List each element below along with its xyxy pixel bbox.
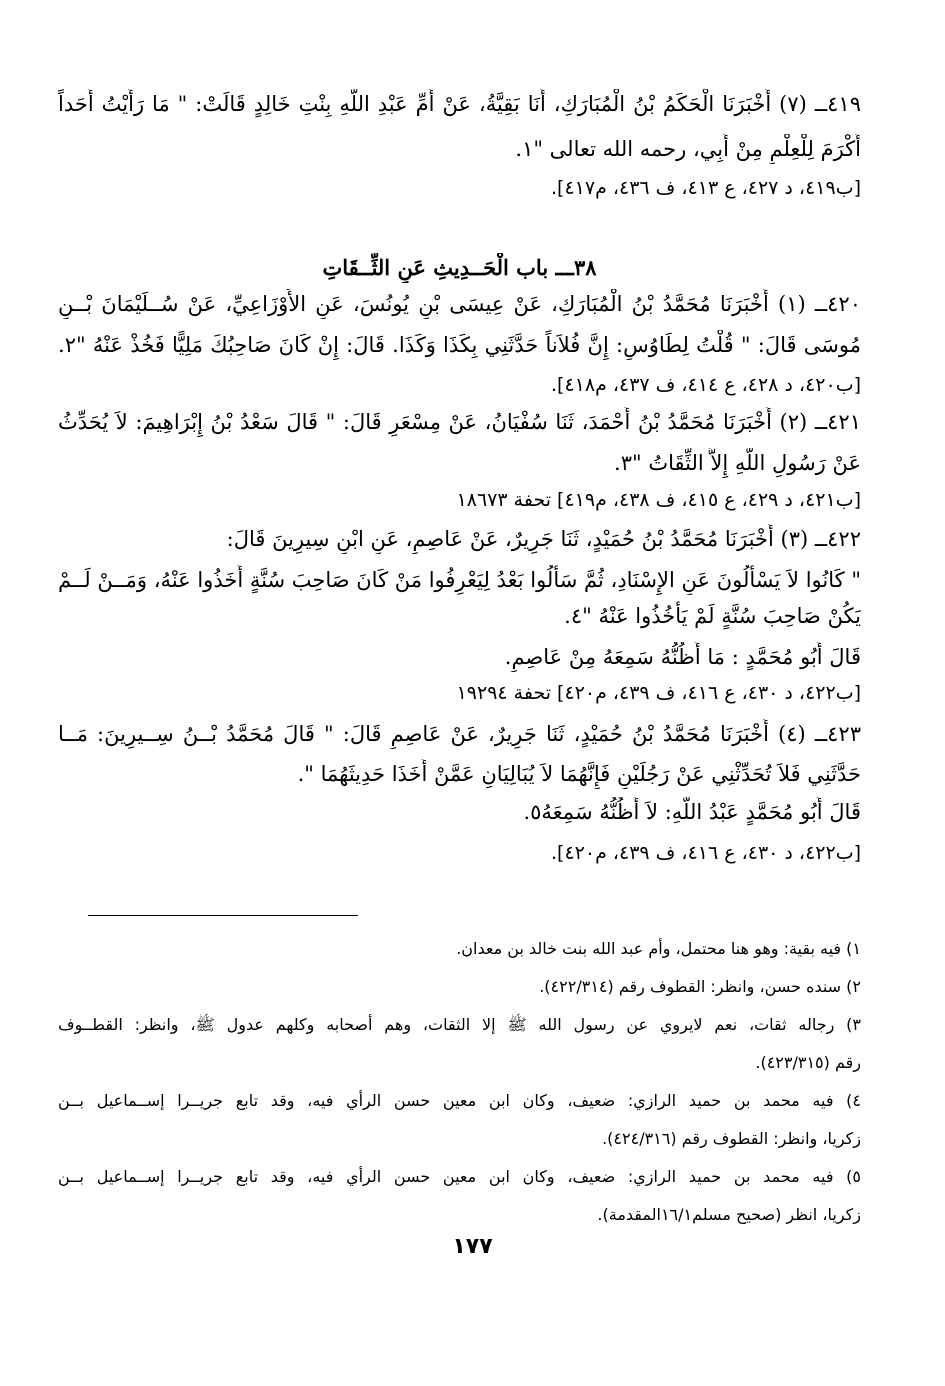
footnote-line-fn3-2: رقم (٤٢٣/٣١٥). [755,1053,861,1072]
text-line-h423-3: قَالَ أَبُو مُحَمَّدٍ عَبْدُ اللَّهِ: لاَ أَظُنُّهُ سَمِعَهُ٥. [523,800,861,824]
text-line-r421: [ب٤٢١، د ٤٢٩، ع ٤١٥، ف ٤٣٨، م٤١٩] تحفة ١٨٦٧٣ [456,489,861,511]
text-line-heading38: ٣٨ـــ باب الْحَــدِيثِ عَنِ الثِّــقَاتِ [322,255,597,280]
text-line-h422-3: يَكُنْ صَاحِبَ سُنَّةٍ لَمْ يَأْخُذُوا عَنْهُ "٤. [564,604,861,628]
text-line-h422-2: " كَانُوا لاَ يَسْأَلُونَ عَنِ الإِسْنَادِ، ثُمَّ سَأَلُوا بَعْدُ لِيَعْرِفُوا مَنْ كَانَ صَاحِبَ سُنَّةٍ أَخَذُوا عَنْهُ، وَمَــنْ لَــمْ [58,568,861,592]
footnote-separator [88,915,358,916]
text-line-h420-1: ٤٢٠ــ (١) أَخْبَرَنَا مُحَمَّدُ بْنُ الْمُبَارَكِ، عَنْ عِيسَى بْنِ يُونُسَ، عَنِ الأَوْزَاعِيِّ، عَنْ سُــلَيْمَانَ بْــنِ [58,292,861,316]
text-line-r420: [ب٤٢٠، د ٤٢٨، ع ٤١٤، ف ٤٣٧، م٤١٨]. [551,374,861,396]
footnote-line-fn2: ٢) سنده حسن، وانظر: القطوف رقم (٤٢٢/٣١٤). [539,977,861,996]
page-number: ١٧٧ [452,1234,493,1259]
text-line-h422-4: قَالَ أَبُو مُحَمَّدٍ : مَا أَظُنُّهُ سَمِعَهُ مِنْ عَاصِمٍ. [504,645,861,669]
text-line-r422: [ب٤٢٢، د ٤٣٠، ع ٤١٦، ف ٤٣٩، م٤٢٠] تحفة ١٩٢٩٤ [456,682,861,704]
text-line-h419-2: أَكْرَمَ لِلْعِلْمِ مِنْ أَبِي، رحمه الله تعالى "١. [515,137,861,161]
text-line-h423-1: ٤٢٣ــ (٤) أَخْبَرَنَا مُحَمَّدُ بْنُ حُمَيْدٍ، ثَنَا جَرِيرٌ، عَنْ عَاصِمٍ قَالَ: " قَالَ مُحَمَّدُ بْــنُ سِــيرِينَ: مَــا [58,722,861,746]
text-line-h421-1: ٤٢١ــ (٢) أَخْبَرَنَا مُحَمَّدُ بْنُ أَحْمَدَ، ثَنَا سُفْيَانُ، عَنْ مِسْعَرٍ قَالَ: " قَالَ سَعْدُ بْنُ إِبْرَاهِيمَ: لاَ يُحَدِّثُ [58,410,861,434]
text-line-r423: [ب٤٢٢، د ٤٣٠، ع ٤١٦، ف ٤٣٩، م٤٢٠]. [551,842,861,864]
text-line-h420-2: مُوسَى قَالَ: " قُلْتُ لِطَاوُسٍ: إِنَّ فُلاَناً حَدَّثَنِي بِكَذَا وَكَذَا. قَالَ: إِنْ كَانَ صَاحِبُكَ مَلِيًّا فَخُذْ عَنْهُ "٢. [58,333,861,357]
text-line-h421-2: عَنْ رَسُولِ اللَّهِ إِلاَّ الثِّقَاتُ "٣. [614,451,861,475]
footnote-line-fn4-1: ٤) فيه محمد بن حميد الرازي: ضعيف، وكان ابن معين حسن الرأي فيه، وقد تابع جريــرا إســماعيل بــن [58,1091,861,1110]
text-line-h419-1: ٤١٩ــ (٧) أَخْبَرَنَا الْحَكَمُ بْنُ الْمُبَارَكِ، أَنَا بَقِيَّةُ، عَنْ أُمِّ عَبْدِ اللَّهِ بِنْتِ خَالِدٍ قَالَتْ: " مَا رَأَيْتُ أَحَداً [58,92,861,116]
footnote-line-fn4-2: زكريا، وانظر: القطوف رقم (٤٢٤/٣١٦). [602,1129,861,1148]
footnote-line-fn3-1: ٣) رجاله ثقات، نعم لايروي عن رسول الله ﷺ إلا الثقات، وهم أصحابه وكلهم عدول ﷺ، وانظر: القطــوف [58,1015,861,1034]
footnote-line-fn5-2: زكريا، انظر (صحيح مسلم١٦/١المقدمة). [597,1205,861,1224]
text-line-h423-2: حَدَّثَنِي فَلاَ تُحَدِّثْنِي عَنْ رَجُلَيْنِ فَإِنَّهُمَا لاَ يُبَالِيَانِ عَمَّنْ أَخَذَا حَدِيثَهُمَا ". [297,762,861,786]
footnote-line-fn5-1: ٥) فيه محمد بن حميد الرازي: ضعيف، وكان ابن معين حسن الرأي فيه، وقد تابع جريــرا إســماعيل بــن [58,1167,861,1186]
text-line-h422-1: ٤٢٢ــ (٣) أَخْبَرَنَا مُحَمَّدُ بْنُ حُمَيْدٍ، ثَنَا جَرِيرٌ، عَنْ عَاصِمٍ، عَنِ ابْنِ سِيرِينَ قَالَ: [226,527,861,551]
text-line-r419: [ب٤١٩، د ٤٢٧، ع ٤١٣، ف ٤٣٦، م٤١٧]. [551,177,861,199]
footnote-line-fn1: ١) فيه بقية: وهو هنا محتمل، وأم عبد الله بنت خالد بن معدان. [456,939,861,958]
